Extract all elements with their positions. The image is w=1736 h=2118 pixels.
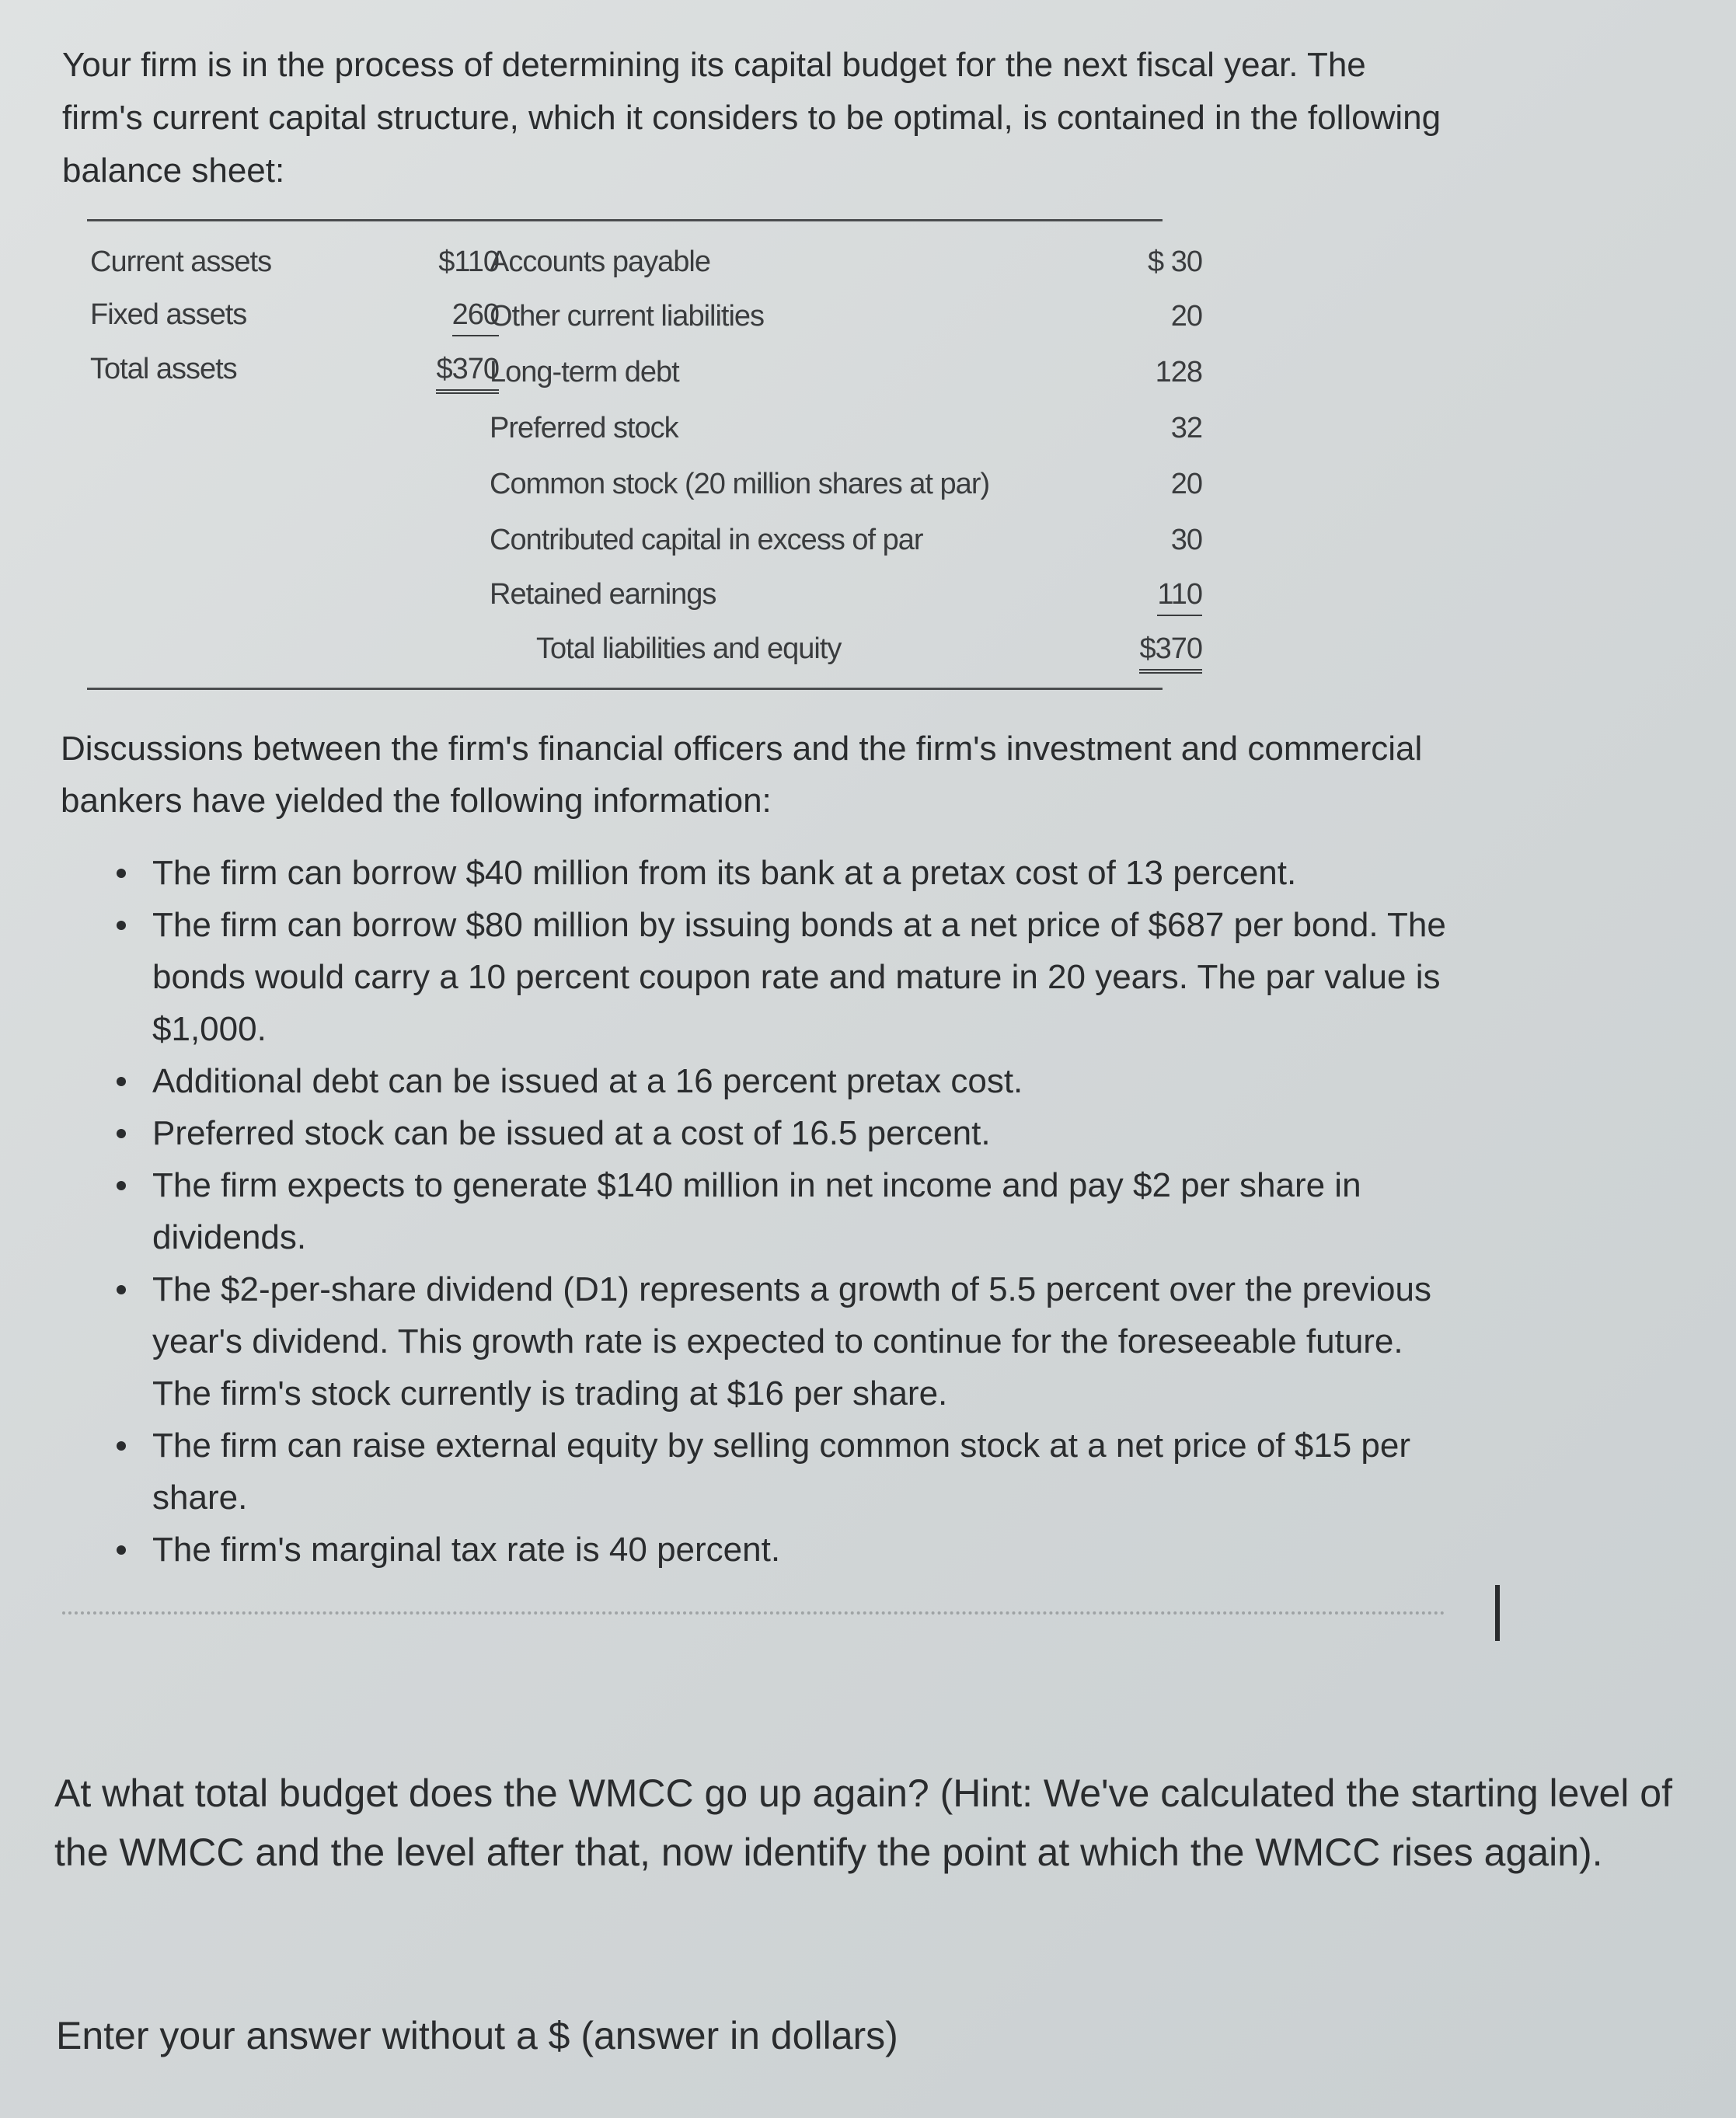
liability-row-total: [87, 625, 1202, 672]
list-item: The firm can raise external equity by selling common stock at a net price of $15 per share.: [117, 1420, 1453, 1524]
liability-value: 128: [1155, 356, 1202, 388]
bullet-icon: [117, 921, 126, 930]
liability-label: Contributed capital in excess of par: [490, 524, 923, 556]
asset-value: 260: [343, 291, 499, 338]
scan-artifact-line: [62, 1611, 1445, 1619]
asset-label: Current assets: [90, 246, 272, 278]
liability-row: [87, 405, 1202, 451]
liability-value: 20: [1170, 468, 1202, 500]
text-cursor-icon: [1495, 1585, 1500, 1641]
liability-row: [87, 571, 1202, 618]
liability-label: Common stock (20 million shares at par): [490, 468, 990, 500]
answer-instruction: Enter your answer without a $ (answer in dollars): [56, 2014, 898, 2057]
liability-value: 30: [1170, 524, 1202, 556]
list-item: The $2-per-share dividend (D1) represents a growth of 5.5 percent over the previous year's dividend. This growth rate is expected to continue for the foreseeable future. The firm's stock currently is trading at $16 per share.: [117, 1263, 1453, 1420]
liability-label: Total liabilities and equity: [536, 632, 842, 665]
bullet-icon: [117, 1129, 126, 1138]
list-item: The firm can borrow $40 million from its bank at a pretax cost of 13 percent.: [117, 847, 1453, 899]
balance-sheet: [87, 219, 1202, 690]
liability-label: Accounts payable: [490, 246, 710, 278]
liability-row: [87, 461, 1202, 507]
liability-label: Preferred stock: [490, 412, 678, 444]
list-item: The firm expects to generate $140 million in net income and pay $2 per share in dividends.: [117, 1159, 1453, 1263]
liability-label: Long-term debt: [490, 356, 679, 388]
intro-paragraph: Your firm is in the process of determining its capital budget for the next fiscal year. The firm's current capital structure, which it considers to be optimal, is contained in the following balance sheet:: [62, 46, 1441, 190]
bullet-icon: [117, 1181, 126, 1190]
asset-value: $110: [438, 246, 499, 278]
asset-label: Total assets: [90, 353, 237, 385]
liability-value: 32: [1170, 412, 1202, 444]
bullet-icon: [117, 869, 126, 878]
liability-value: $ 30: [1148, 246, 1202, 278]
list-item: The firm can borrow $80 million by issuing bonds at a net price of $687 per bond. The bonds would carry a 10 percent coupon rate and mature in 20 years. The par value is $1,000.: [117, 899, 1453, 1055]
question-text: At what total budget does the WMCC go up again? (Hint: We've calculated the starting level of the WMCC and the level after that, now identify the point at which the WMCC rises again).: [54, 1771, 1672, 1874]
liability-label: Other current liabilities: [490, 300, 765, 333]
asset-label: Fixed assets: [90, 298, 247, 331]
liability-value: 110: [1004, 571, 1202, 618]
liability-row: [87, 239, 1202, 285]
info-list: [117, 847, 1453, 1576]
liability-label: Retained earnings: [490, 578, 716, 611]
list-item: The firm's marginal tax rate is 40 percent.: [117, 1524, 1453, 1576]
liability-row: [87, 349, 1202, 395]
liability-value: 20: [1170, 300, 1202, 333]
liability-row: [87, 293, 1202, 340]
bullet-icon: [117, 1441, 126, 1451]
liability-value: $370: [1004, 625, 1202, 674]
list-item: Additional debt can be issued at a 16 percent pretax cost.: [117, 1055, 1453, 1107]
asset-value: $370: [343, 346, 499, 394]
bullet-icon: [117, 1077, 126, 1086]
discussion-paragraph: Discussions between the firm's financial officers and the firm's investment and commercial bankers have yielded the following information:: [61, 730, 1423, 820]
bullet-icon: [117, 1545, 126, 1555]
bullet-icon: [117, 1285, 126, 1294]
list-item: Preferred stock can be issued at a cost of 16.5 percent.: [117, 1107, 1453, 1159]
liability-row: [87, 517, 1202, 563]
